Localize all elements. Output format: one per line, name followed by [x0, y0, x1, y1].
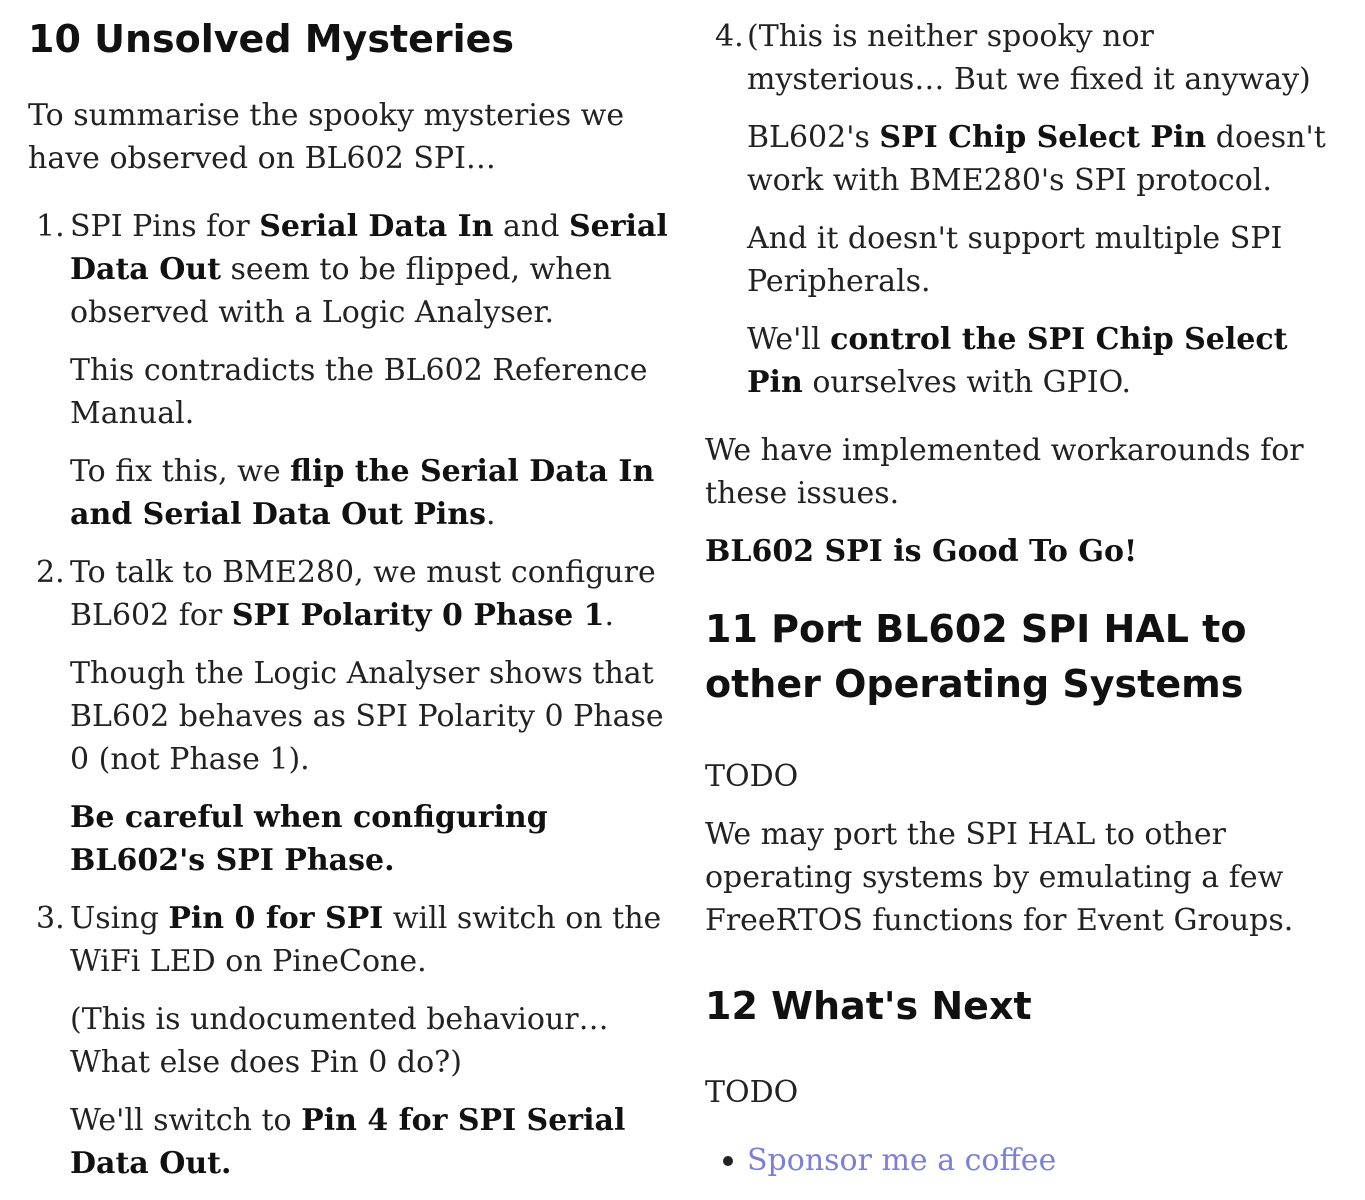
list-item-1 — [28, 205, 668, 536]
list-item-2 — [28, 551, 668, 882]
item-1-para-1: SPI Pins for Serial Data In and Serial Data Out seem to be flipped, when observed with a Logic Analyser. — [70, 209, 668, 330]
list-number: 4. — [715, 19, 744, 54]
list-number: 1. — [36, 209, 65, 244]
section-12-todo: TODO — [705, 1075, 799, 1110]
list-number: 3. — [36, 901, 65, 936]
sponsor-link[interactable]: Sponsor me a coffee — [747, 1143, 1057, 1178]
section-10-heading: 10 Unsolved Mysteries — [28, 17, 515, 61]
section-11-todo: TODO — [705, 759, 799, 794]
item-2-para-1: To talk to BME280, we must configure BL602 for SPI Polarity 0 Phase 1. — [70, 555, 656, 633]
item-1-para-2: This contradicts the BL602 Reference Manual. — [70, 353, 648, 431]
item-3-para-2: (This is undocumented behaviour… What else does Pin 0 do?) — [70, 1002, 609, 1080]
item-4-para-2: BL602's SPI Chip Select Pin doesn't work with BME280's SPI protocol. — [747, 120, 1326, 198]
item-4-para-3: And it doesn't support multiple SPI Peripherals. — [747, 221, 1283, 299]
list-item-4 — [705, 15, 1345, 404]
item-1-para-3: To fix this, we flip the Serial Data In and Serial Data Out Pins. — [70, 454, 655, 532]
section-10-good-to-go: BL602 SPI is Good To Go! — [705, 534, 1138, 569]
bullet-icon — [723, 1156, 733, 1166]
list-number: 2. — [36, 555, 65, 590]
item-2-para-2: Though the Logic Analyser shows that BL602 behaves as SPI Polarity 0 Phase 0 (not Phase 1). — [70, 656, 664, 777]
section-10-outro: We have implemented workarounds for these issues. — [705, 433, 1304, 511]
item-2-para-3: Be careful when configuring BL602's SPI Phase. — [70, 800, 548, 878]
item-4-para-1: (This is neither spooky nor mysterious… But we fixed it anyway) — [747, 19, 1311, 97]
item-3-para-3: We'll switch to Pin 4 for SPI Serial Data Out. — [70, 1103, 626, 1181]
left-column — [28, 0, 668, 1185]
item-3-para-1: Using Pin 0 for SPI will switch on the WiFi LED on PineCone. — [70, 901, 662, 979]
section-10-intro: To summarise the spooky mysteries we have observed on BL602 SPI… — [28, 98, 625, 176]
right-column — [705, 0, 1345, 1182]
item-4-para-4: We'll control the SPI Chip Select Pin ourselves with GPIO. — [747, 322, 1288, 400]
list-item — [705, 1139, 1345, 1182]
section-11-body: We may port the SPI HAL to other operating systems by emulating a few FreeRTOS functions for Event Groups. — [705, 817, 1294, 938]
section-12-heading: 12 What's Next — [705, 984, 1032, 1028]
section-11-heading: 11 Port BL602 SPI HAL to other Operating Systems — [705, 607, 1247, 706]
list-item-3 — [28, 897, 668, 1185]
